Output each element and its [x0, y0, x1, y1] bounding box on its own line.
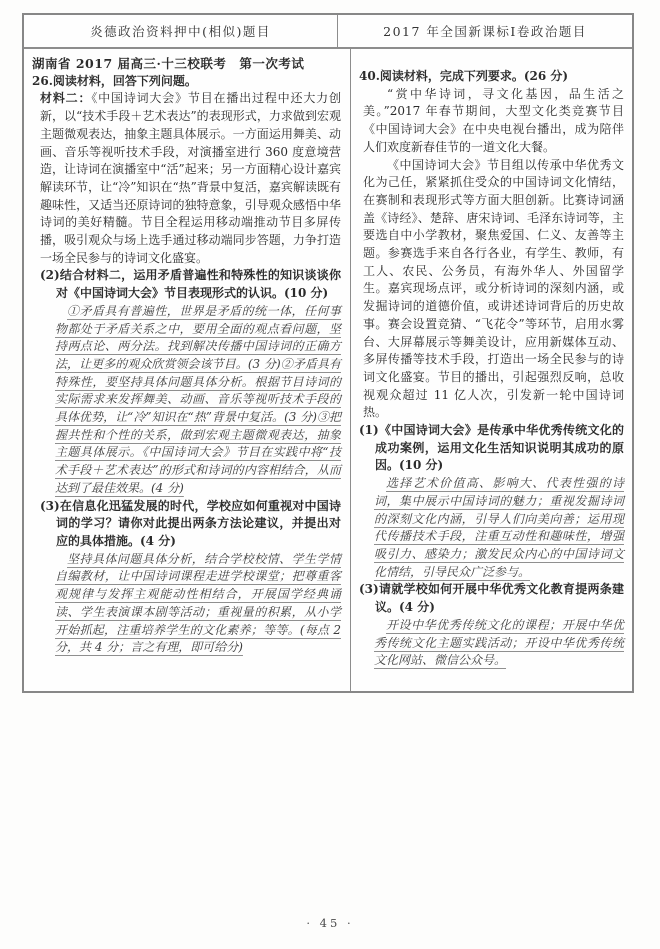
sub-question-3-right: (3)请就学校如何开展中华优秀文化教育提两条建议。(4 分)	[359, 582, 624, 615]
answer-3-right: 开设中华优秀传统文化的课程；开展中华优秀传统文化主题实践活动；开设中华优秀传统文化网站、微信公众号。	[374, 617, 624, 668]
left-column-mock-exam	[24, 49, 351, 691]
sub-question-1: (1)《中国诗词大会》是传承中华优秀传统文化的成功案例，运用文化生活知识说明其成功的原因。(10 分)	[359, 423, 624, 473]
answer-1: 选择艺术价值高、影响大、代表性强的诗词，集中展示中国诗词的魅力；重视发掘诗词的深刻文化内涵，引导人们向美向善；运用现代传播技术手段，注重互动性和趣味性，增强吸引力、感染力；激发民众内心的中国诗词文化情结，引导民众广泛参与。	[374, 476, 624, 579]
question-26-heading: 26.阅读材料，回答下列问题。	[32, 73, 197, 88]
table-body-row	[24, 49, 632, 691]
comparison-table	[22, 13, 634, 693]
material-2-paragraph	[40, 90, 341, 267]
material-paragraph-2: 《中国诗词大会》节目组以传承中华优秀文化为己任，紧紧抓住受众的中国诗词文化情结，在赛制和表现形式等方面大胆创新。比赛诗词涵盖《诗经》、楚辞、唐宋诗词、毛泽东诗词等，主要选自中小学教材，聚焦爱国、仁义、友善等主题。参赛选手来自各行各业，有学生、教师，有工人、农民、公务员，有海外华人、外国留学生。嘉宾现场点评，或分析诗词的深刻内涵，或发掘诗词的道德价值，或讲述诗词背后的历史故事。赛会设置竞猜、“飞花令”等环节，启用水雾台、大屏幕展示等舞美设计，应用新媒体互动、多屏传播等技术手段，打造出一场全民参与的诗词文化盛宴。节目的播出，引起强烈反响，总收视观众超过 11 亿人次，引发新一轮中国诗词热。	[363, 157, 624, 420]
answer-2: ①矛盾具有普遍性，世界是矛盾的统一体，任何事物都处于矛盾关系之中，要用全面的观点看问题，坚持两点论、两分法。找到解决传播中国诗词的正确方法，让更多的观众欣赏领会该节目。(3 分)②矛盾具有特殊性，要坚持具体问题具体分析。根据节目诗词的实际需求来发挥舞美、动画、音乐等视听技术手段的具体优势，让“冷”知识在“热”背景中复活。(3 分)③把握共性和个性的关系，做到宏观主题微观表达，抽象主题具体展示。《中国诗词大会》节目在实践中将“技术手段＋艺术表达”的形式和诗词的内容相结合，从而达到了最佳效果。(4 分)	[55, 303, 341, 495]
question-40-heading: 40.阅读材料，完成下列要求。(26 分)	[359, 69, 569, 83]
material-2-label: 材料二：	[40, 91, 92, 106]
header-left-title: 炎德政治资料押中(相似)题目	[90, 24, 271, 39]
sub-question-2: (2)结合材料二，运用矛盾普遍性和特殊性的知识谈谈你对《中国诗词大会》节目表现形式的认识。(10 分)	[40, 268, 341, 301]
table-header-row	[24, 15, 632, 49]
header-cell-left	[24, 15, 338, 47]
page-number: · 45 ·	[306, 916, 354, 930]
header-cell-right	[338, 15, 632, 47]
right-column-national-exam	[351, 49, 632, 691]
header-right-title: 2017 年全国新课标Ⅰ卷政治题目	[383, 24, 587, 39]
material-2-text: 《中国诗词大会》节目在播出过程中还大力创新，以“技术手段＋艺术表达”的表现形式，力求做到宏观主题微观表达，抽象主题具体展示。一方面运用舞美、动画、音乐等视听技术手段，对演播室进行 360 度意境营造，让诗词在演播室中“活”起来；另一方面精心设计嘉宾解读环节，让“冷”知识在“热”背景中复活，嘉宾解读既有趣味性，又适当还原诗词的独特意象，引导观众感悟中华诗词的美好精髓。节目全程运用移动端推动节目多屏传播，吸引观众与场上选手通过移动端同步答题，力争打造一场全民参与的诗词文化盛宴。	[40, 91, 341, 265]
sub-question-3: (3)在信息化迅猛发展的时代，学校应如何重视对中国诗词的学习？请你对此提出两条方法论建议，并提出对应的具体措施。(4 分)	[40, 498, 341, 548]
answer-3: 坚持具体问题具体分析，结合学校校情、学生学情自编教材，让中国诗词课程走进学校课堂；把尊重客观规律与发挥主观能动性相结合，开展国学经典诵读、学生表演课本剧等活动；重视量的积累，从小学开始抓起，注重培养学生的文化素养；等等。(每点 2 分，共 4 分；言之有理，即可给分)	[55, 551, 341, 655]
exam-title: 湖南省 2017 届高三·十三校联考 第一次考试	[32, 56, 305, 71]
material-paragraph-1: “赏中华诗词，寻文化基因，品生活之美。”2017 年春节期间，大型文化类竞赛节目《中国诗词大会》在中央电视台播出，成为陪伴人们欢度新春佳节的一道文化大餐。	[363, 86, 624, 154]
